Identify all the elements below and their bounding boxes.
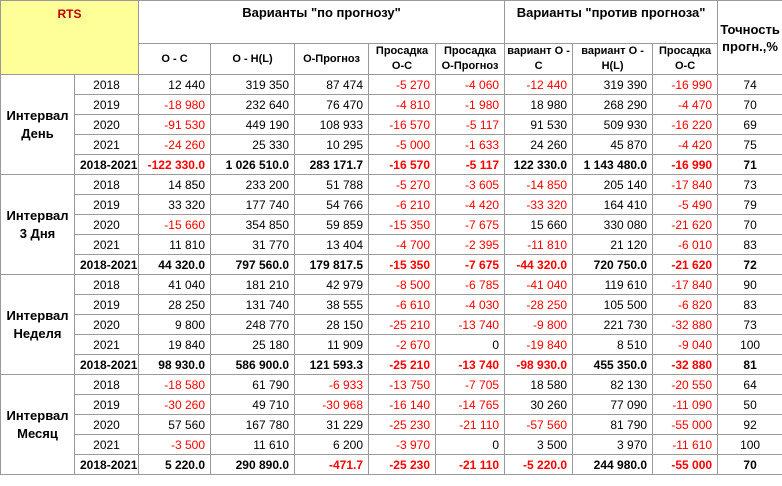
value-drawdown-oforecast: -2 395 xyxy=(436,235,505,255)
col-header-drawdown-oforecast: Просадка О-Прогноз xyxy=(436,44,505,75)
table-row xyxy=(1,135,782,155)
value-oforecast: 283 171.7 xyxy=(295,155,369,175)
value-oc: -18 980 xyxy=(139,95,211,115)
value-drawdown-oc: -4 810 xyxy=(369,95,436,115)
value-accuracy: 73 xyxy=(718,315,782,335)
value-variant-oc: -57 560 xyxy=(505,415,573,435)
value-oforecast: 28 150 xyxy=(295,315,369,335)
value-variant-ohl: 268 290 xyxy=(573,95,653,115)
value-accuracy: 70 xyxy=(718,455,782,475)
value-oforecast: 6 200 xyxy=(295,435,369,455)
value-ohl: 49 710 xyxy=(211,395,295,415)
value-drawdown-oc: -6 210 xyxy=(369,195,436,215)
value-oc: -18 580 xyxy=(139,375,211,395)
year-cell: 2018 xyxy=(75,375,139,395)
value-accuracy: 72 xyxy=(718,255,782,275)
value-drawdown-oforecast: -1 633 xyxy=(436,135,505,155)
value-accuracy: 71 xyxy=(718,155,782,175)
value-variant-oc: 91 530 xyxy=(505,115,573,135)
interval-label: Интервал Месяц xyxy=(1,375,75,475)
value-drawdown-oc-against: -55 000 xyxy=(653,415,718,435)
value-drawdown-oc-against: -16 990 xyxy=(653,75,718,95)
value-drawdown-oc-against: -4 470 xyxy=(653,95,718,115)
value-ohl: 233 200 xyxy=(211,175,295,195)
total-row xyxy=(1,455,782,475)
value-variant-ohl: 330 080 xyxy=(573,215,653,235)
year-cell: 2021 xyxy=(75,435,139,455)
value-ohl: 11 610 xyxy=(211,435,295,455)
total-row xyxy=(1,355,782,375)
value-variant-ohl: 164 410 xyxy=(573,195,653,215)
value-oforecast: 13 404 xyxy=(295,235,369,255)
value-accuracy: 79 xyxy=(718,195,782,215)
value-drawdown-oc-against: -16 990 xyxy=(653,155,718,175)
value-accuracy: 73 xyxy=(718,175,782,195)
value-ohl: 354 850 xyxy=(211,215,295,235)
value-drawdown-oc: -13 750 xyxy=(369,375,436,395)
value-ohl: 177 740 xyxy=(211,195,295,215)
value-variant-ohl: 221 730 xyxy=(573,315,653,335)
year-cell: 2018-2021 xyxy=(75,255,139,275)
year-cell: 2021 xyxy=(75,335,139,355)
value-drawdown-oc: -2 670 xyxy=(369,335,436,355)
value-variant-ohl: 205 140 xyxy=(573,175,653,195)
value-drawdown-oc: -8 500 xyxy=(369,275,436,295)
value-variant-oc: -19 840 xyxy=(505,335,573,355)
table-row xyxy=(1,95,782,115)
value-oforecast: 11 909 xyxy=(295,335,369,355)
col-header-drawdown-oc-against: Просадка О-С xyxy=(653,44,718,75)
value-variant-ohl: 81 790 xyxy=(573,415,653,435)
value-drawdown-oc-against: -17 840 xyxy=(653,275,718,295)
group-header-against: Варианты "против прогноза" xyxy=(505,1,718,44)
value-accuracy: 70 xyxy=(718,95,782,115)
value-oforecast: 59 859 xyxy=(295,215,369,235)
value-ohl: 25 180 xyxy=(211,335,295,355)
year-cell: 2018-2021 xyxy=(75,355,139,375)
value-oforecast: 76 470 xyxy=(295,95,369,115)
value-variant-oc: 15 660 xyxy=(505,215,573,235)
value-accuracy: 92 xyxy=(718,415,782,435)
interval-label: Интервал День xyxy=(1,75,75,175)
value-ohl: 131 740 xyxy=(211,295,295,315)
value-variant-oc: 122 330.0 xyxy=(505,155,573,175)
year-cell: 2018 xyxy=(75,175,139,195)
value-oc: 19 840 xyxy=(139,335,211,355)
value-oforecast: 87 474 xyxy=(295,75,369,95)
value-oc: -3 500 xyxy=(139,435,211,455)
value-drawdown-oc-against: -6 820 xyxy=(653,295,718,315)
year-cell: 2020 xyxy=(75,115,139,135)
value-variant-ohl: 720 750.0 xyxy=(573,255,653,275)
table-row xyxy=(1,275,782,295)
value-ohl: 1 026 510.0 xyxy=(211,155,295,175)
value-variant-oc: 24 260 xyxy=(505,135,573,155)
value-variant-oc: -14 850 xyxy=(505,175,573,195)
value-ohl: 290 890.0 xyxy=(211,455,295,475)
value-drawdown-oc: -25 210 xyxy=(369,315,436,335)
value-variant-oc: 18 980 xyxy=(505,95,573,115)
value-oc: 14 850 xyxy=(139,175,211,195)
value-oc: -30 260 xyxy=(139,395,211,415)
value-accuracy: 83 xyxy=(718,295,782,315)
value-oforecast: 108 933 xyxy=(295,115,369,135)
value-variant-ohl: 77 090 xyxy=(573,395,653,415)
group-header-forecast: Варианты "по прогнозу" xyxy=(139,1,505,44)
total-row xyxy=(1,255,782,275)
value-oforecast: 54 766 xyxy=(295,195,369,215)
value-drawdown-oc: -16 140 xyxy=(369,395,436,415)
table-row xyxy=(1,335,782,355)
value-accuracy: 90 xyxy=(718,275,782,295)
accuracy-header: Точность прогн.,% xyxy=(718,1,782,75)
year-cell: 2019 xyxy=(75,295,139,315)
table-row xyxy=(1,415,782,435)
value-drawdown-oc-against: -21 620 xyxy=(653,255,718,275)
year-cell: 2019 xyxy=(75,195,139,215)
value-variant-oc: -98 930.0 xyxy=(505,355,573,375)
value-ohl: 31 770 xyxy=(211,235,295,255)
value-oc: -91 530 xyxy=(139,115,211,135)
value-drawdown-oc: -25 210 xyxy=(369,355,436,375)
value-variant-oc: -33 320 xyxy=(505,195,573,215)
col-header-drawdown-oc: Просадка О-С xyxy=(369,44,436,75)
value-variant-ohl: 1 143 480.0 xyxy=(573,155,653,175)
value-accuracy: 50 xyxy=(718,395,782,415)
value-drawdown-oc-against: -32 880 xyxy=(653,355,718,375)
year-cell: 2020 xyxy=(75,215,139,235)
value-drawdown-oc-against: -6 010 xyxy=(653,235,718,255)
value-ohl: 25 330 xyxy=(211,135,295,155)
value-drawdown-oc: -25 230 xyxy=(369,415,436,435)
value-variant-ohl: 45 870 xyxy=(573,135,653,155)
interval-label: Интервал Неделя xyxy=(1,275,75,375)
year-cell: 2021 xyxy=(75,235,139,255)
value-drawdown-oforecast: -4 030 xyxy=(436,295,505,315)
value-drawdown-oforecast: 0 xyxy=(436,335,505,355)
value-drawdown-oc-against: -5 490 xyxy=(653,195,718,215)
value-drawdown-oc: -16 570 xyxy=(369,115,436,135)
table-row xyxy=(1,115,782,135)
year-cell: 2021 xyxy=(75,135,139,155)
year-cell: 2018-2021 xyxy=(75,155,139,175)
value-oforecast: 38 555 xyxy=(295,295,369,315)
value-ohl: 167 780 xyxy=(211,415,295,435)
value-drawdown-oforecast: -7 675 xyxy=(436,215,505,235)
value-drawdown-oc-against: -55 000 xyxy=(653,455,718,475)
value-oc: 12 440 xyxy=(139,75,211,95)
value-accuracy: 64 xyxy=(718,375,782,395)
year-cell: 2018-2021 xyxy=(75,455,139,475)
value-drawdown-oc-against: -32 880 xyxy=(653,315,718,335)
value-drawdown-oforecast: -13 740 xyxy=(436,315,505,335)
year-cell: 2020 xyxy=(75,315,139,335)
table-row xyxy=(1,175,782,195)
value-drawdown-oforecast: -21 110 xyxy=(436,415,505,435)
value-drawdown-oforecast: -3 605 xyxy=(436,175,505,195)
value-drawdown-oc-against: -20 550 xyxy=(653,375,718,395)
value-ohl: 248 770 xyxy=(211,315,295,335)
col-header-ohl: О - H(L) xyxy=(211,44,295,75)
value-variant-ohl: 3 970 xyxy=(573,435,653,455)
value-oforecast: -30 968 xyxy=(295,395,369,415)
value-drawdown-oc-against: -16 220 xyxy=(653,115,718,135)
value-drawdown-oc: -5 270 xyxy=(369,175,436,195)
value-oc: 57 560 xyxy=(139,415,211,435)
value-variant-ohl: 21 120 xyxy=(573,235,653,255)
total-row xyxy=(1,155,782,175)
value-variant-oc: -28 250 xyxy=(505,295,573,315)
value-variant-oc: -41 040 xyxy=(505,275,573,295)
value-oc: -24 260 xyxy=(139,135,211,155)
value-variant-oc: -11 810 xyxy=(505,235,573,255)
value-variant-ohl: 119 610 xyxy=(573,275,653,295)
value-oc: -122 330.0 xyxy=(139,155,211,175)
col-header-oc: О - С xyxy=(139,44,211,75)
value-drawdown-oc: -6 610 xyxy=(369,295,436,315)
value-accuracy: 83 xyxy=(718,235,782,255)
value-drawdown-oc: -5 270 xyxy=(369,75,436,95)
value-drawdown-oc: -5 000 xyxy=(369,135,436,155)
value-variant-oc: 3 500 xyxy=(505,435,573,455)
value-variant-ohl: 8 510 xyxy=(573,335,653,355)
value-variant-ohl: 319 390 xyxy=(573,75,653,95)
value-oforecast: 31 229 xyxy=(295,415,369,435)
value-drawdown-oforecast: -5 117 xyxy=(436,155,505,175)
table-row xyxy=(1,235,782,255)
value-oc: -15 660 xyxy=(139,215,211,235)
value-ohl: 586 900.0 xyxy=(211,355,295,375)
value-accuracy: 100 xyxy=(718,435,782,455)
table-row xyxy=(1,75,782,95)
year-cell: 2018 xyxy=(75,275,139,295)
value-oc: 11 810 xyxy=(139,235,211,255)
value-drawdown-oforecast: -14 765 xyxy=(436,395,505,415)
value-drawdown-oforecast: -4 060 xyxy=(436,75,505,95)
value-accuracy: 70 xyxy=(718,215,782,235)
value-variant-oc: -12 440 xyxy=(505,75,573,95)
value-drawdown-oc: -3 970 xyxy=(369,435,436,455)
value-variant-ohl: 82 130 xyxy=(573,375,653,395)
value-drawdown-oforecast: -21 110 xyxy=(436,455,505,475)
value-drawdown-oc-against: -9 040 xyxy=(653,335,718,355)
value-drawdown-oc-against: -17 840 xyxy=(653,175,718,195)
year-cell: 2019 xyxy=(75,395,139,415)
col-header-variant-oc: вариант О - С xyxy=(505,44,573,75)
value-ohl: 61 790 xyxy=(211,375,295,395)
value-accuracy: 81 xyxy=(718,355,782,375)
value-variant-ohl: 105 500 xyxy=(573,295,653,315)
value-drawdown-oc: -15 350 xyxy=(369,255,436,275)
value-oc: 28 250 xyxy=(139,295,211,315)
value-ohl: 319 350 xyxy=(211,75,295,95)
year-cell: 2019 xyxy=(75,95,139,115)
value-drawdown-oc-against: -21 620 xyxy=(653,215,718,235)
value-oc: 44 320.0 xyxy=(139,255,211,275)
value-drawdown-oforecast: -7 705 xyxy=(436,375,505,395)
value-oforecast: -6 933 xyxy=(295,375,369,395)
value-drawdown-oforecast: -1 980 xyxy=(436,95,505,115)
value-variant-oc: -9 800 xyxy=(505,315,573,335)
value-oc: 98 930.0 xyxy=(139,355,211,375)
value-oforecast: -471.7 xyxy=(295,455,369,475)
value-variant-oc: 30 260 xyxy=(505,395,573,415)
header-row-1 xyxy=(1,1,782,44)
table-row xyxy=(1,295,782,315)
value-drawdown-oforecast: -7 675 xyxy=(436,255,505,275)
value-variant-oc: -5 220.0 xyxy=(505,455,573,475)
value-oc: 41 040 xyxy=(139,275,211,295)
value-drawdown-oforecast: 0 xyxy=(436,435,505,455)
value-accuracy: 75 xyxy=(718,135,782,155)
value-variant-ohl: 509 930 xyxy=(573,115,653,135)
value-variant-oc: -44 320.0 xyxy=(505,255,573,275)
value-drawdown-oc: -4 700 xyxy=(369,235,436,255)
table-row xyxy=(1,395,782,415)
value-oc: 33 320 xyxy=(139,195,211,215)
value-oforecast: 51 788 xyxy=(295,175,369,195)
value-variant-ohl: 244 980.0 xyxy=(573,455,653,475)
value-oforecast: 42 979 xyxy=(295,275,369,295)
table-row xyxy=(1,315,782,335)
interval-label: Интервал 3 Дня xyxy=(1,175,75,275)
value-oc: 5 220.0 xyxy=(139,455,211,475)
table-row xyxy=(1,195,782,215)
value-drawdown-oc: -16 570 xyxy=(369,155,436,175)
value-accuracy: 69 xyxy=(718,115,782,135)
col-header-oforecast: О-Прогноз xyxy=(295,44,369,75)
value-ohl: 797 560.0 xyxy=(211,255,295,275)
value-oforecast: 179 817.5 xyxy=(295,255,369,275)
value-variant-oc: 18 580 xyxy=(505,375,573,395)
value-accuracy: 100 xyxy=(718,335,782,355)
table-row xyxy=(1,375,782,395)
year-cell: 2020 xyxy=(75,415,139,435)
value-drawdown-oc-against: -11 610 xyxy=(653,435,718,455)
value-ohl: 449 190 xyxy=(211,115,295,135)
value-oforecast: 121 593.3 xyxy=(295,355,369,375)
table-row xyxy=(1,435,782,455)
value-oforecast: 10 295 xyxy=(295,135,369,155)
year-cell: 2018 xyxy=(75,75,139,95)
instrument-label: RTS xyxy=(1,1,139,75)
value-drawdown-oc: -15 350 xyxy=(369,215,436,235)
value-drawdown-oc: -25 230 xyxy=(369,455,436,475)
value-ohl: 232 640 xyxy=(211,95,295,115)
value-drawdown-oc-against: -11 090 xyxy=(653,395,718,415)
value-accuracy: 74 xyxy=(718,75,782,95)
value-drawdown-oc-against: -4 420 xyxy=(653,135,718,155)
value-ohl: 181 210 xyxy=(211,275,295,295)
value-drawdown-oforecast: -13 740 xyxy=(436,355,505,375)
value-variant-ohl: 455 350.0 xyxy=(573,355,653,375)
value-drawdown-oforecast: -5 117 xyxy=(436,115,505,135)
value-drawdown-oforecast: -6 785 xyxy=(436,275,505,295)
table-row xyxy=(1,215,782,235)
value-oc: 9 800 xyxy=(139,315,211,335)
col-header-variant-ohl: вариант О - H(L) xyxy=(573,44,653,75)
value-drawdown-oforecast: -4 420 xyxy=(436,195,505,215)
